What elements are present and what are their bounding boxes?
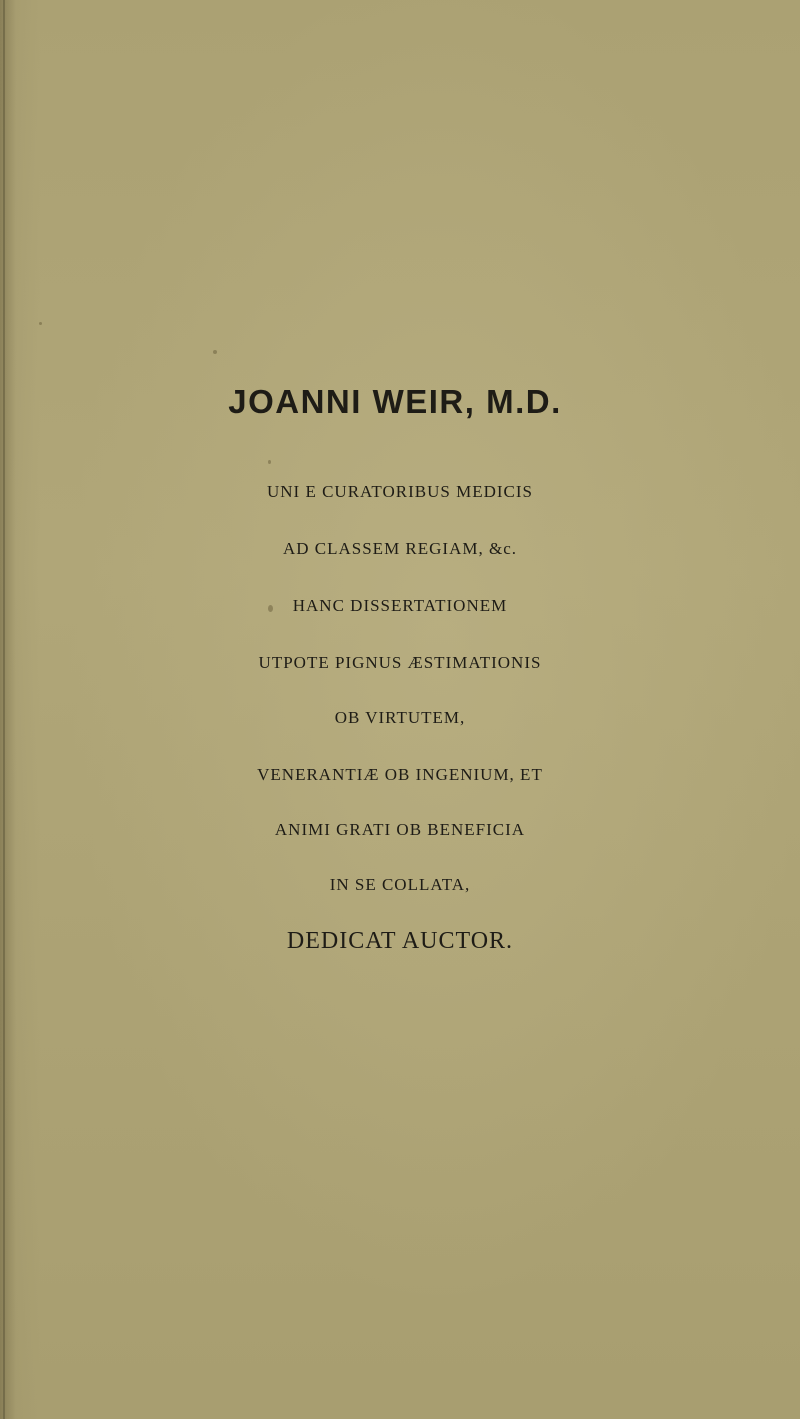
- dedication-line-7: ANIMI GRATI OB BENEFICIA: [274, 820, 526, 839]
- dedication-line-2: AD CLASSEM REGIAM, &c.: [282, 539, 518, 558]
- paper-spot: [213, 350, 217, 354]
- dedication-line-3: HANC DISSERTATIONEM: [292, 596, 508, 615]
- paper-spot: [268, 460, 271, 464]
- dedication-line-4: UTPOTE PIGNUS ÆSTIMATIONIS: [258, 653, 542, 672]
- dedication-line-1: UNI E CURATORIBUS MEDICIS: [266, 482, 533, 501]
- dedicatee-name: JOANNI WEIR, M.D.: [228, 383, 562, 420]
- dedication-line-8: IN SE COLLATA,: [329, 875, 471, 894]
- paper-spot: [39, 322, 42, 325]
- dedication-line-5: OB VIRTUTEM,: [334, 708, 466, 727]
- closing-line: DEDICAT AUCTOR.: [286, 928, 514, 954]
- dedication-line-6: VENERANTIÆ OB INGENIUM, ET: [257, 765, 543, 784]
